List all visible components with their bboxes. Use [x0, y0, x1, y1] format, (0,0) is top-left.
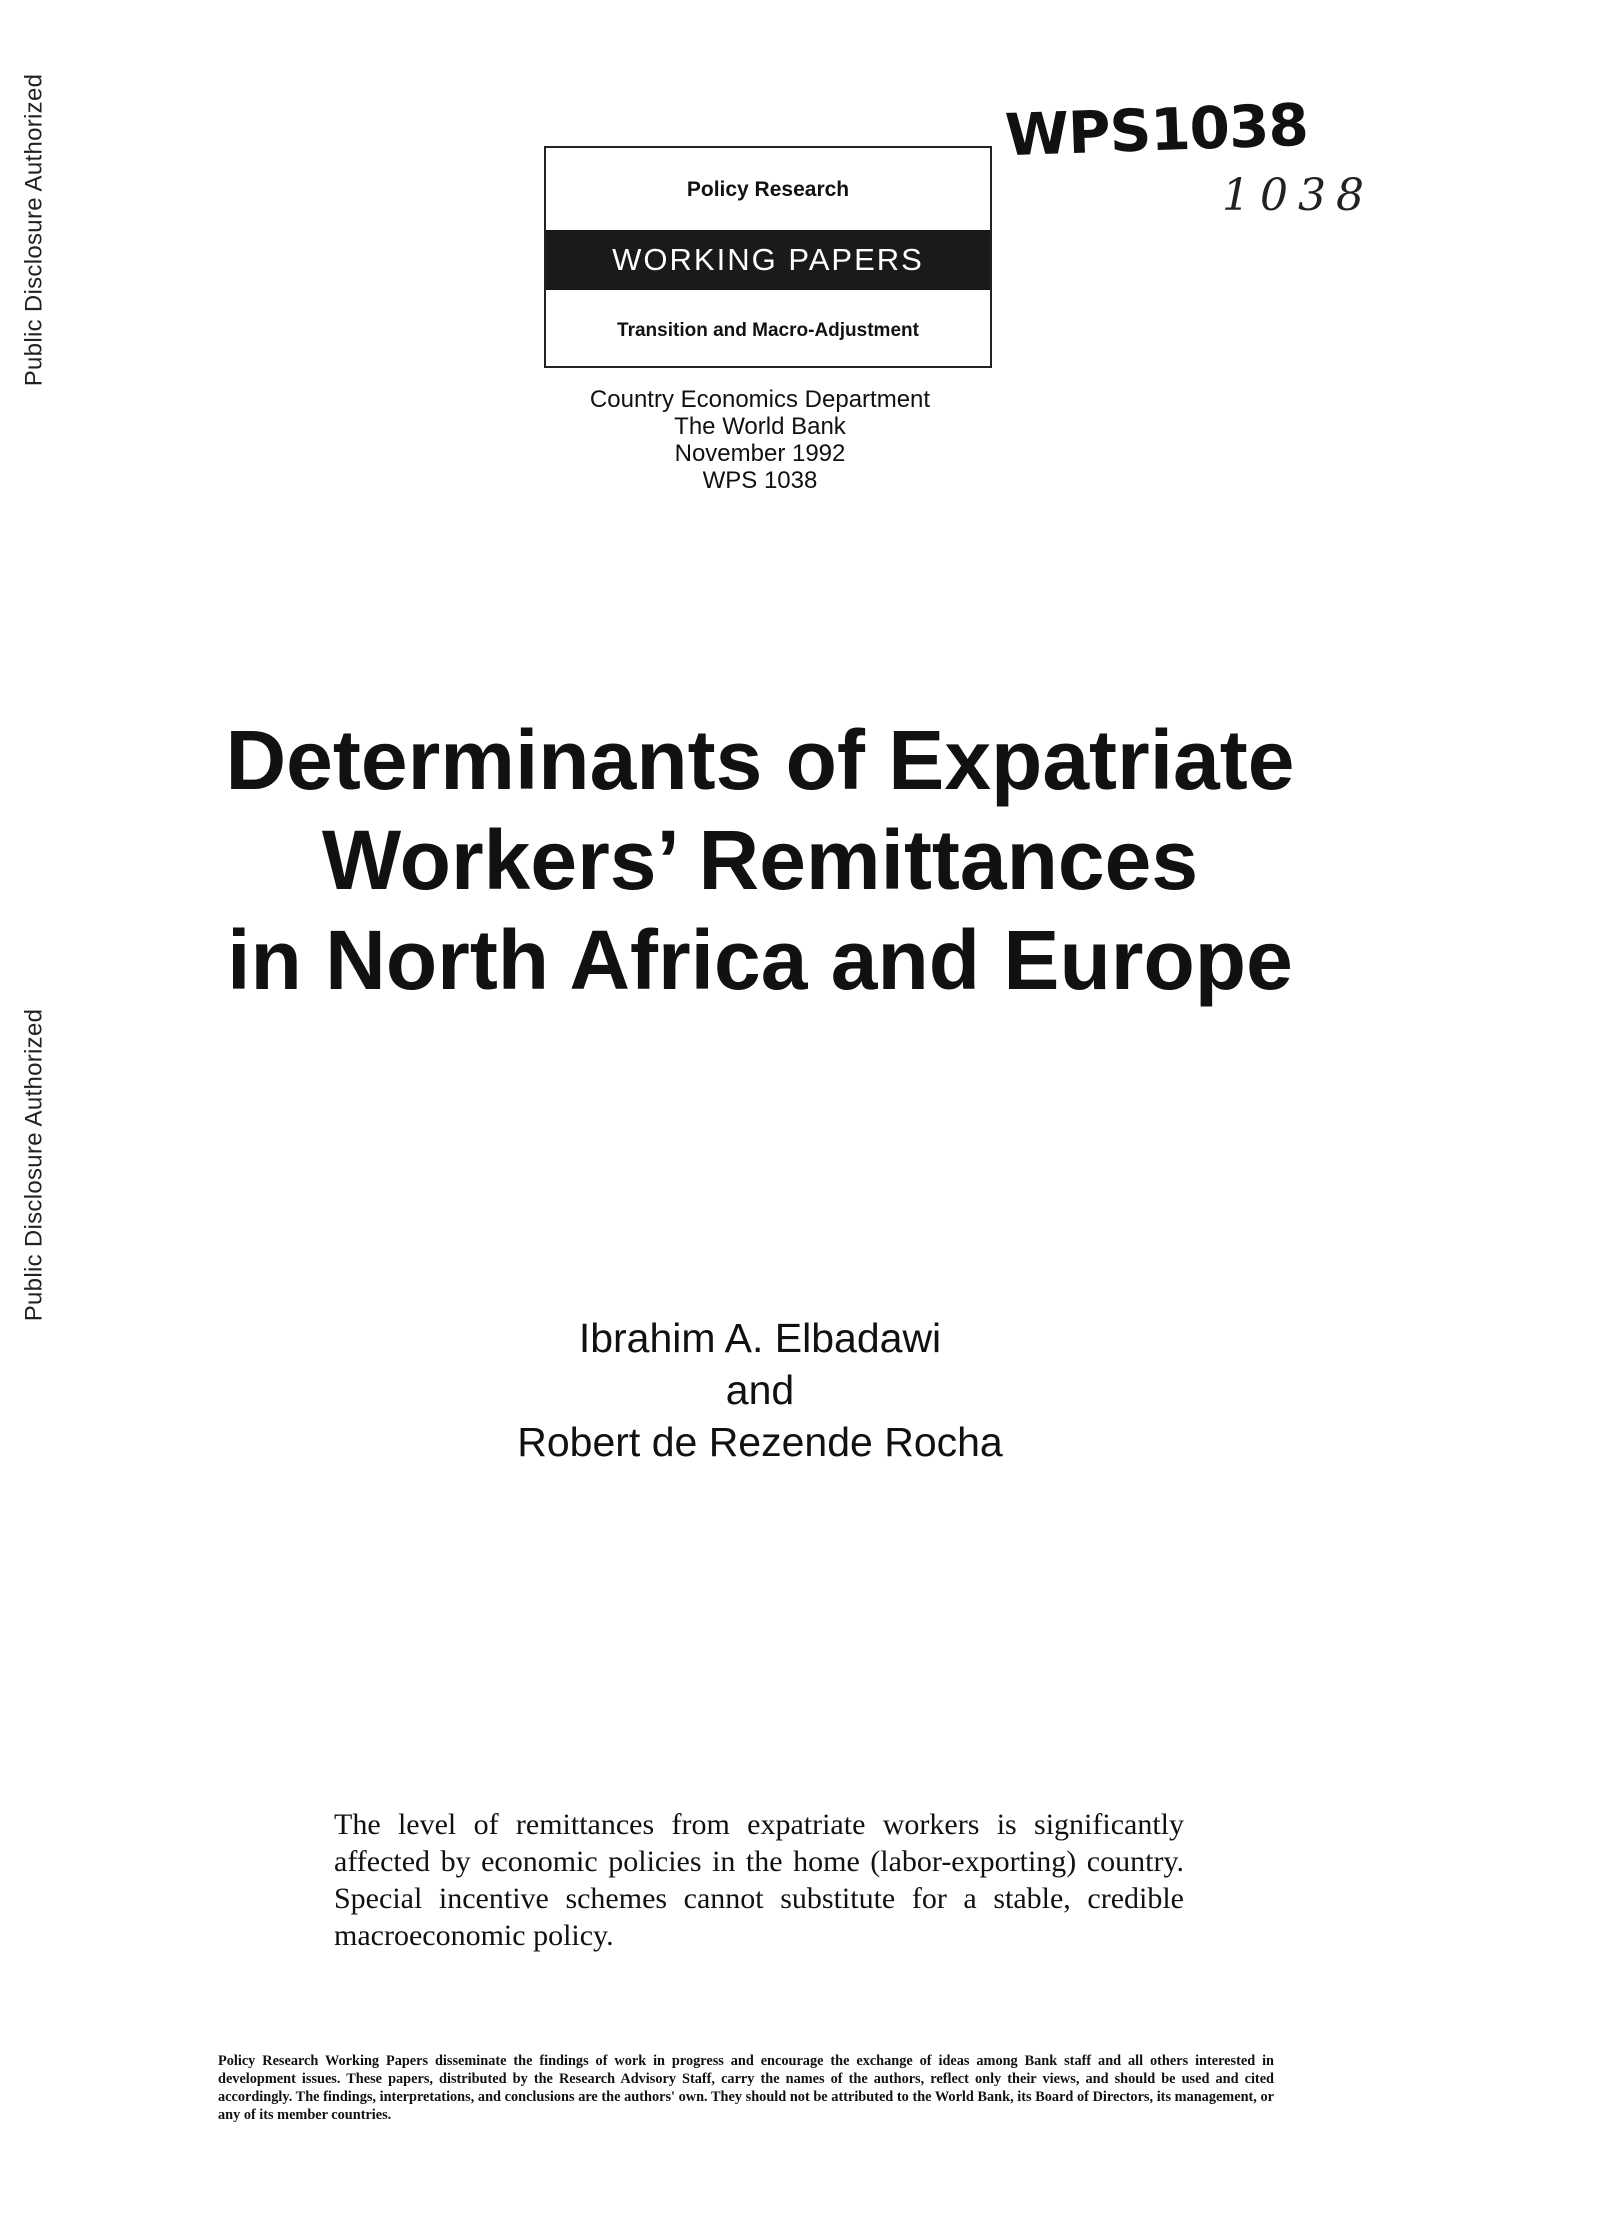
disclaimer-text: Policy Research Working Papers disseminate the findings of work in progress and encourage the exchange of ideas among Bank staff and all others interested in development issues. These papers, distributed by the Research Advisory Staff, carry the names of the authors, reflect only their views, and should be used and cited accordingly. The findings, interpretations, and conclusions are the authors' own. They should not be attributed to the World Bank, its Board of Directors, its management, or any of its member countries.: [218, 2053, 1274, 2123]
author-2: Robert de Rezende Rocha: [517, 1419, 1003, 1465]
disclosure-stamp-top: [14, 40, 54, 420]
disclosure-stamp-middle: [14, 975, 54, 1355]
publication-date: November 1992: [674, 440, 846, 467]
summary-text: The level of remittances from expatriate workers is significantly affected by economic policies in the home (labor-exporting) country. Special incentive schemes cannot substitute for a stable, credible macroeconomic policy.: [334, 1808, 1184, 1952]
title-line-3: in North Africa and Europe: [227, 913, 1293, 1007]
title-line-2: Workers’ Remittances: [321, 813, 1199, 907]
department-name: Country Economics Department: [589, 386, 931, 413]
title-line-1: Determinants of Expatriate: [225, 713, 1295, 807]
series-box: [544, 146, 992, 368]
disclosure-stamp-middle-text: Public Disclosure Authorized: [20, 1008, 47, 1322]
handwritten-number: 1038: [1222, 170, 1374, 221]
handwritten-code: WPS1038: [1003, 90, 1309, 170]
disclosure-stamp-top-text: Public Disclosure Authorized: [20, 73, 47, 387]
paper-number: WPS 1038: [702, 467, 818, 494]
institution-name: The World Bank: [674, 413, 846, 440]
series-band: [546, 230, 990, 290]
department-info: [520, 386, 1000, 494]
authors: [420, 1312, 1100, 1468]
paper-title: [180, 710, 1340, 1010]
author-1: Ibrahim A. Elbadawi: [578, 1315, 942, 1361]
author-conjunction: and: [725, 1367, 795, 1413]
series-top-label: Policy Research: [686, 178, 850, 201]
series-bottom-label: Transition and Macro-Adjustment: [617, 320, 919, 341]
series-band-label: WORKING PAPERS: [612, 242, 924, 277]
